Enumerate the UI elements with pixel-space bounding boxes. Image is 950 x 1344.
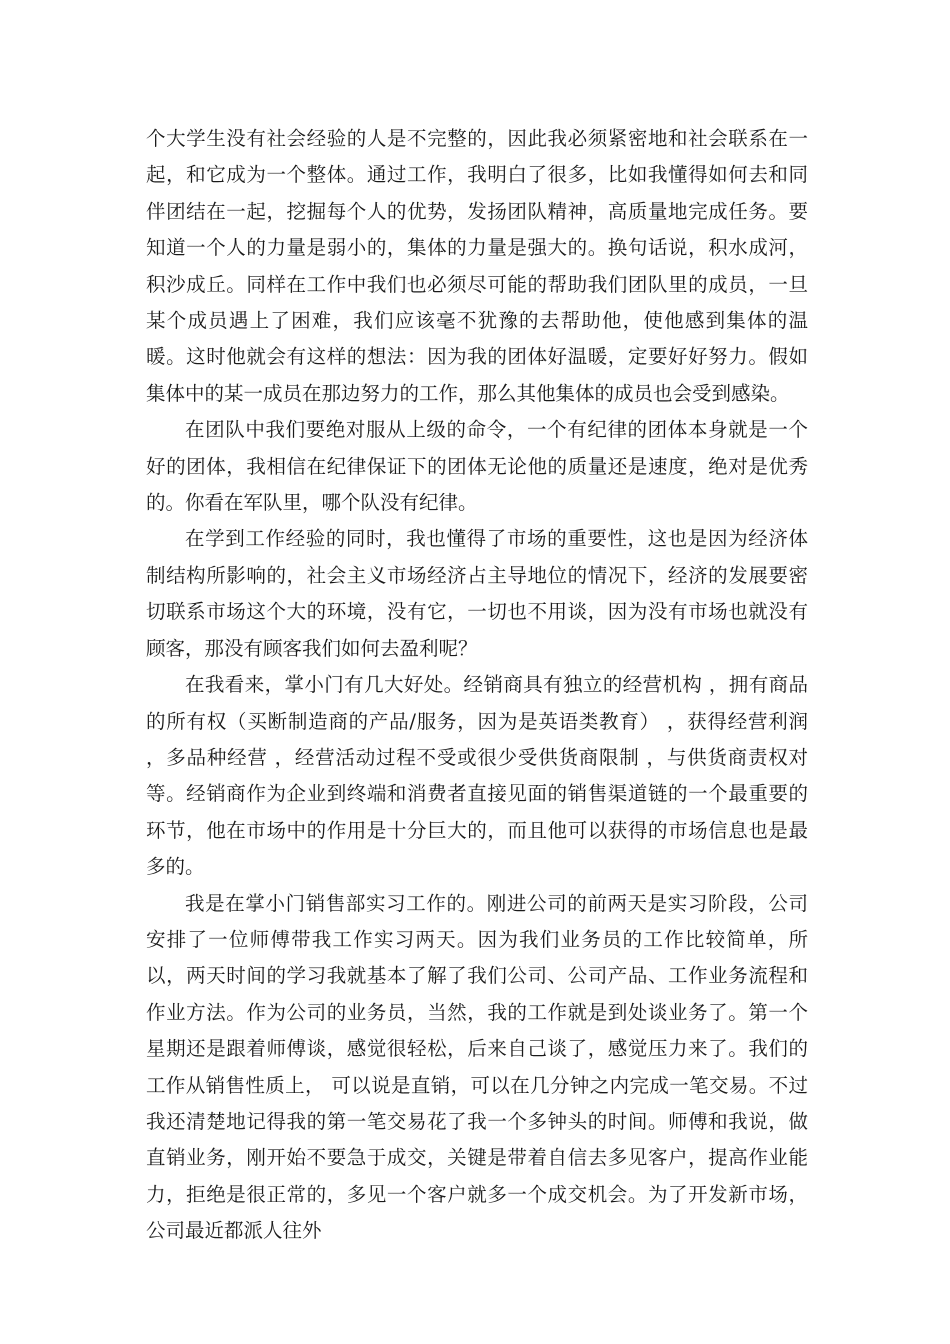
paragraph-1: 个大学生没有社会经验的人是不完整的，因此我必须紧密地和社会联系在一起，和它成为一个整体。通过工作，我明白了很多，比如我懂得如何去和同伴团结在一起，挖掘每个人的优势，发扬团队精神，高质量地完成任务。要知道一个人的力量是弱小的，集体的力量是强大的。换句话说，积水成河，积沙成丘。同样在工作中我们也必须尽可能的帮助我们团队里的成员，一旦某个成员遇上了困难，我们应该毫不犹豫的去帮助他，使他感到集体的温暖。这时他就会有这样的想法：因为我的团体好温暖，定要好好努力。假如集体中的某一成员在那边努力的工作，那么其他集体的成员也会受到感染。 xyxy=(146,127,808,405)
document-body xyxy=(146,121,808,1250)
paragraph-3: 在学到工作经验的同时，我也懂得了市场的重要性，这也是因为经济体制结构所影响的，社会主义市场经济占主导地位的情况下，经济的发展要密切联系市场这个大的环境，没有它，一切也不用谈，因为没有市场也就没有顾客，那没有顾客我们如何去盈利呢？ xyxy=(146,527,808,660)
paragraph-4: 在我看来，掌小门有几大好处。经销商具有独立的经营机构 ，拥有商品的所有权（买断制造商的产品/服务，因为是英语类教育） ，获得经营利润 ，多品种经营 ，经营活动过程不受或很少受供货商限制 ，与供货商责权对等。经销商作为企业到终端和消费者直接见面的销售渠道链的一个最重要的环节，他在市场中的作用是十分巨大的，而且他可以获得的市场信息也是最多的。 xyxy=(146,673,808,879)
paragraph-5: 我是在掌小门销售部实习工作的。刚进公司的前两天是实习阶段，公司安排了一位师傅带我工作实习两天。因为我们业务员的工作比较简单，所以，两天时间的学习我就基本了解了我们公司、公司产品、工作业务流程和作业方法。作为公司的业务员，当然，我的工作就是到处谈业务了。第一个星期还是跟着师傅谈，感觉很轻松，后来自己谈了，感觉压力来了。我们的工作从销售性质上， 可以说是直销，可以在几分钟之内完成一笔交易。不过我还清楚地记得我的第一笔交易花了我一个多钟头的时间。师傅和我说，做直销业务，刚开始不要急于成交，关键是带着自信去多见客户，提高作业能力，拒绝是很正常的，多见一个客户就多一个成交机会。为了开发新市场，公司最近都派人往外 xyxy=(146,891,808,1243)
paragraph-2: 在团队中我们要绝对服从上级的命令，一个有纪律的团体本身就是一个好的团体，我相信在纪律保证下的团体无论他的质量还是速度，绝对是优秀的。你看在军队里，哪个队没有纪律。 xyxy=(146,418,808,515)
